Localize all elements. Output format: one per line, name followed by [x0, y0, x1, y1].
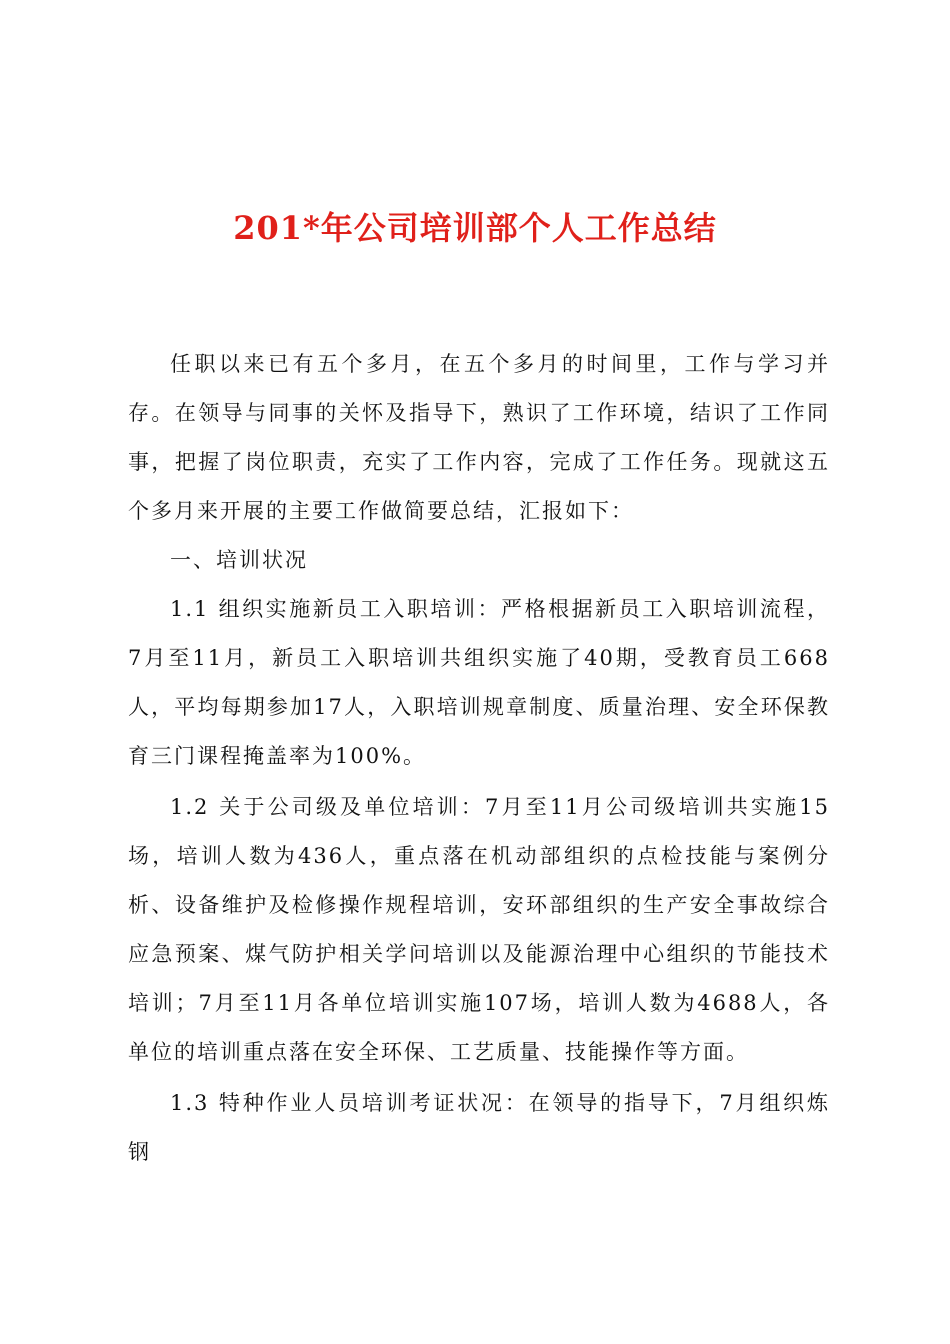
section-heading-training: 一、培训状况: [170, 548, 308, 572]
document-body: [128, 340, 830, 1177]
paragraph-1-1: 1.1 组织实施新员工入职培训：严格根据新员工入职培训流程， 7月至11月，新员工入职培训共组织实施了40期，受教育员工668人，平均每期参加17人，入职培训规章制度、质量治理、安全环保教育三门课程掩盖率为100%。: [128, 597, 830, 768]
paragraph-1-3: 1.3 特种作业人员培训考证状况：在领导的指导下，7月组织炼钢: [128, 1091, 830, 1164]
paragraph-intro: 任职以来已有五个多月，在五个多月的时间里，工作与学习并存。在领导与同事的关怀及指导下，熟识了工作环境，结识了工作同事，把握了岗位职责，充实了工作内容，完成了工作任务。现就这五个多月来开展的主要工作做简要总结，汇报如下：: [128, 352, 830, 523]
document-title: 201*年公司培训部个人工作总结: [233, 209, 717, 247]
paragraph-1-2: 1.2 关于公司级及单位培训：7月至11月公司级培训共实施15场，培训人数为436人，重点落在机动部组织的点检技能与案例分析、设备维护及检修操作规程培训，安环部组织的生产安全事故综合应急预案、煤气防护相关学问培训以及能源治理中心组织的节能技术培训；7月至11月各单位培训实施107场，培训人数为4688人，各单位的培训重点落在安全环保、工艺质量、技能操作等方面。: [128, 795, 830, 1064]
